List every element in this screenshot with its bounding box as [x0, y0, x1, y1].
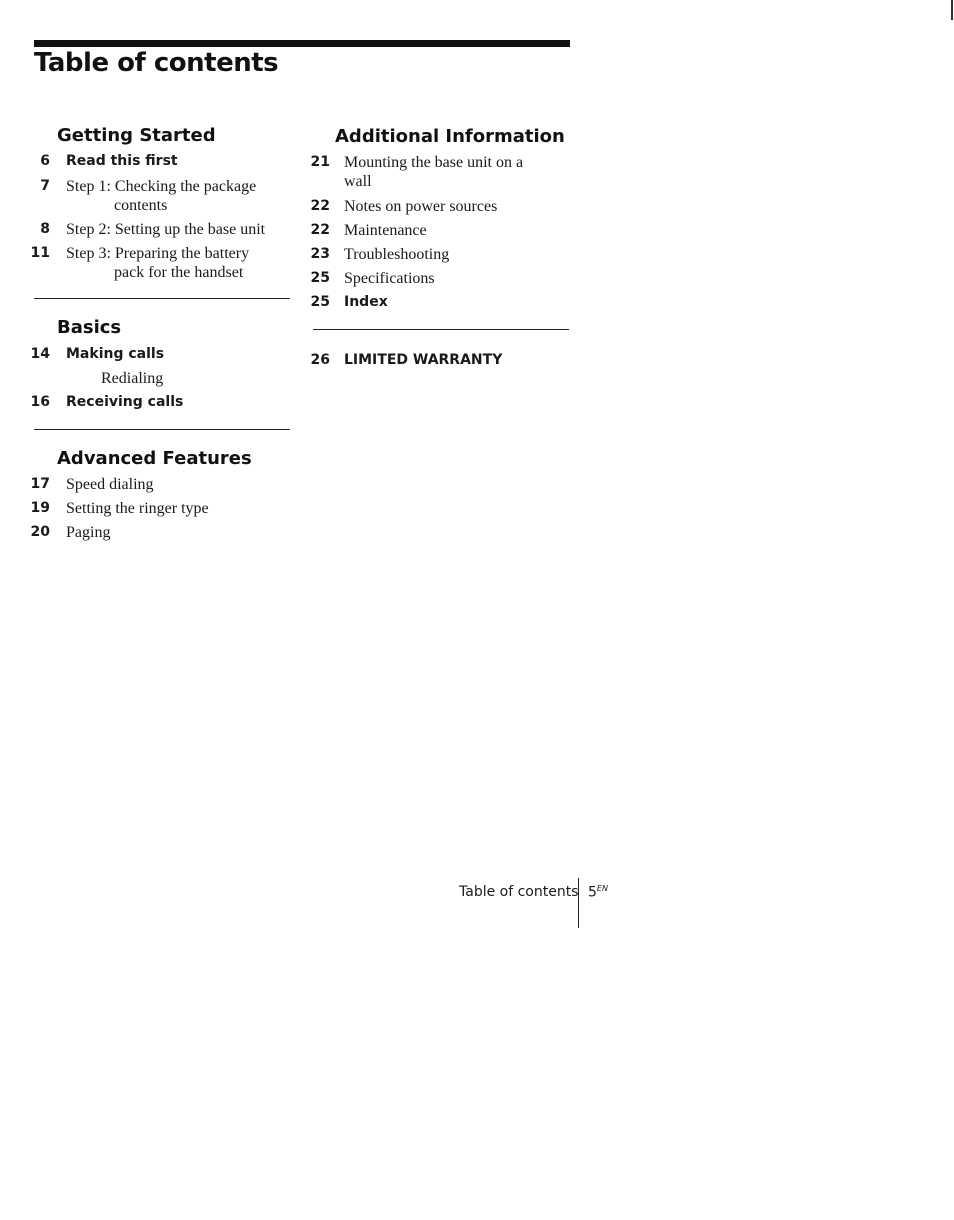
toc-page-number: 7	[40, 178, 50, 194]
section-heading-advanced-features: Advanced Features	[57, 448, 252, 469]
page-title: Table of contents	[34, 48, 279, 78]
title-rule	[34, 40, 570, 47]
toc-page-number: 17	[30, 476, 50, 492]
toc-entry-label: LIMITED WARRANTY	[344, 352, 503, 368]
toc-entry-label: Receiving calls	[66, 394, 184, 410]
toc-entry-label: Index	[344, 294, 388, 310]
toc-entry-label: Making calls	[66, 346, 165, 362]
toc-page-number: 8	[40, 221, 50, 237]
section-divider	[34, 429, 290, 430]
section-heading-basics: Basics	[57, 317, 122, 338]
section-divider	[34, 298, 290, 299]
toc-entry-label: Maintenance	[344, 222, 427, 239]
section-heading-additional-information: Additional Information	[335, 126, 565, 147]
toc-page-number: 25	[310, 294, 330, 310]
page-language-suffix: EN	[596, 884, 608, 893]
toc-entry-label: Paging	[66, 524, 111, 541]
toc-page-number: 20	[30, 524, 50, 540]
toc-page-number: 21	[310, 154, 330, 170]
toc-entry-label: Step 3: Preparing the battery	[66, 245, 250, 262]
footer-page-number	[588, 884, 608, 901]
toc-entry-label: Redialing	[101, 370, 164, 387]
toc-entry-label: Setting the ringer type	[66, 500, 209, 517]
toc-entry-label-cont: wall	[344, 173, 372, 190]
toc-page-number: 16	[30, 394, 50, 410]
toc-entry-label: Step 1: Checking the package	[66, 178, 257, 195]
toc-entry-label: Notes on power sources	[344, 198, 498, 215]
toc-page-number: 19	[30, 500, 50, 516]
toc-entry-label: Mounting the base unit on a	[344, 154, 524, 171]
edge-mark	[951, 0, 953, 20]
toc-entry-label-cont: contents	[114, 197, 168, 214]
toc-entry-label: Specifications	[344, 270, 435, 287]
toc-page-number: 11	[30, 245, 50, 261]
toc-entry-label: Speed dialing	[66, 476, 154, 493]
toc-page-number: 26	[310, 352, 330, 368]
toc-page-number: 22	[310, 198, 330, 214]
section-heading-getting-started: Getting Started	[57, 125, 216, 146]
toc-page-number: 6	[40, 153, 50, 169]
toc-entry-label: Troubleshooting	[344, 246, 450, 263]
toc-entry-label-cont: pack for the handset	[114, 264, 244, 281]
toc-page-number: 22	[310, 222, 330, 238]
page-number: 5	[588, 884, 597, 901]
toc-page-number: 23	[310, 246, 330, 262]
footer-divider	[578, 878, 579, 928]
toc-page-number: 14	[30, 346, 50, 362]
footer-section-label: Table of contents	[459, 884, 579, 900]
toc-page-number: 25	[310, 270, 330, 286]
section-divider	[313, 329, 569, 330]
toc-entry-label: Read this first	[66, 153, 178, 169]
toc-entry-label: Step 2: Setting up the base unit	[66, 221, 266, 238]
